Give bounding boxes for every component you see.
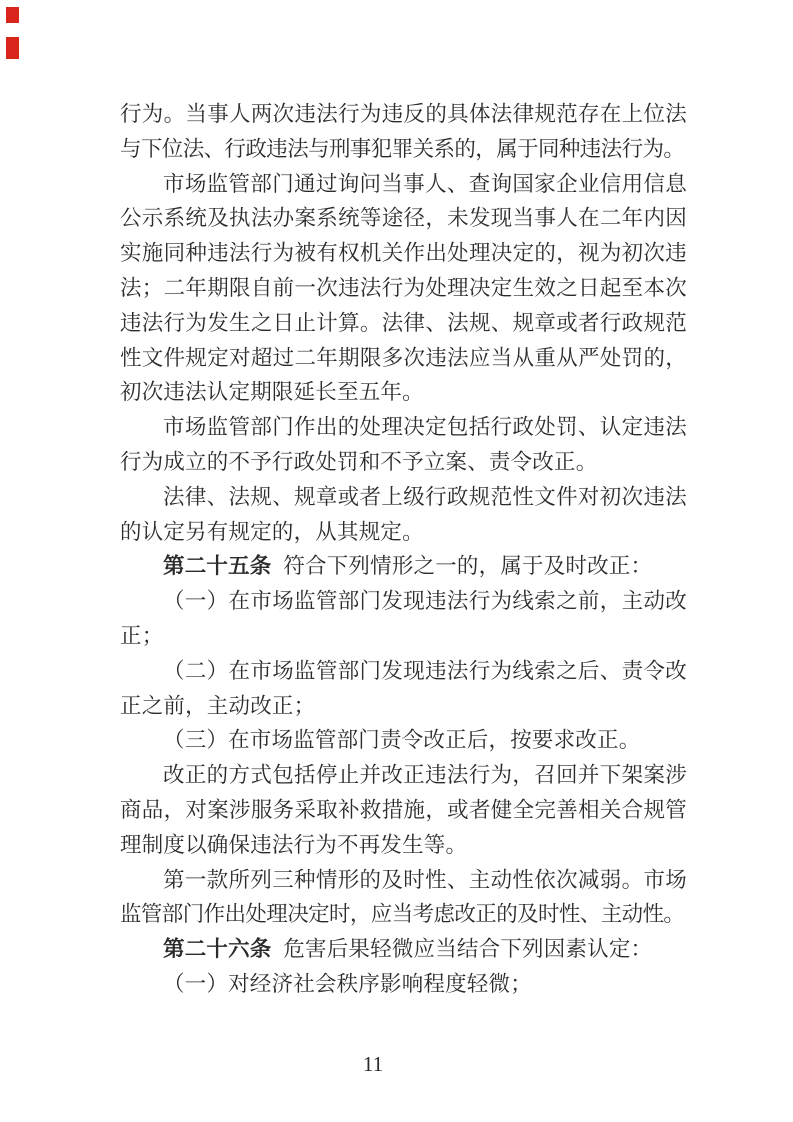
article-25-label: 第二十五条: [163, 554, 272, 579]
body-line: 正；: [120, 623, 164, 648]
body-line: 性文件规定对超过二年期限多次违法应当从重从严处罚的，: [120, 345, 687, 370]
page-number: 11: [362, 1052, 384, 1076]
body-line: （一）对经济社会秩序影响程度轻微；: [163, 971, 532, 996]
body-line: 法律、法规、规章或者上级行政规范性文件对初次违法: [163, 484, 687, 509]
article-25-text: 符合下列情形之一的，属于及时改正：: [283, 554, 653, 579]
document-body: [120, 97, 687, 1002]
body-line: 违法行为发生之日止计算。法律、法规、规章或者行政规范: [120, 310, 687, 335]
article-26-label: 第二十六条: [163, 937, 272, 962]
body-line: 改正的方式包括停止并改正违法行为，召回并下架案涉: [163, 763, 687, 788]
body-line: 理制度以确保违法行为不再发生等。: [120, 832, 468, 857]
article-26-text: 危害后果轻微应当结合下列因素认定：: [283, 937, 653, 962]
body-line: 监管部门作出处理决定时，应当考虑改正的及时性、主动性。: [120, 902, 685, 927]
body-line: 正之前，主动改正；: [120, 693, 316, 718]
body-line: 市场监管部门作出的处理决定包括行政处罚、认定违法: [163, 415, 687, 440]
body-line: 行为。当事人两次违法行为违反的具体法律规范存在上位法: [120, 102, 687, 126]
body-line: 与下位法、行政违法与刑事犯罪关系的，属于同种违法行为。: [120, 136, 685, 161]
body-line: （三）在市场监管部门责令改正后，按要求改正。: [163, 728, 641, 753]
red-stamp-mark-1: [6, 7, 19, 23]
body-line: 初次违法认定期限延长至五年。: [120, 380, 424, 405]
body-line: 公示系统及执法办案系统等途径，未发现当事人在二年内因: [120, 206, 687, 231]
body-line-article-25: [120, 549, 687, 584]
body-line: （二）在市场监管部门发现违法行为线索之后、责令改: [163, 658, 687, 683]
red-stamp-mark-2: [6, 37, 19, 59]
body-line: 第一款所列三种情形的及时性、主动性依次减弱。市场: [163, 867, 687, 892]
body-line: 法；二年期限自前一次违法行为处理决定生效之日起至本次: [120, 275, 687, 300]
body-line: 商品，对案涉服务采取补救措施，或者健全完善相关合规管: [120, 797, 687, 822]
body-line: 的认定另有规定的，从其规定。: [120, 519, 424, 544]
body-line: 行为成立的不予行政处罚和不予立案、责令改正。: [120, 449, 598, 474]
body-line: 实施同种违法行为被有权机关作出处理决定的，视为初次违: [120, 241, 687, 266]
body-line: 市场监管部门通过询问当事人、查询国家企业信用信息: [163, 171, 687, 196]
body-line: （一）在市场监管部门发现违法行为线索之前，主动改: [163, 589, 687, 614]
body-line-article-26: [120, 932, 687, 967]
